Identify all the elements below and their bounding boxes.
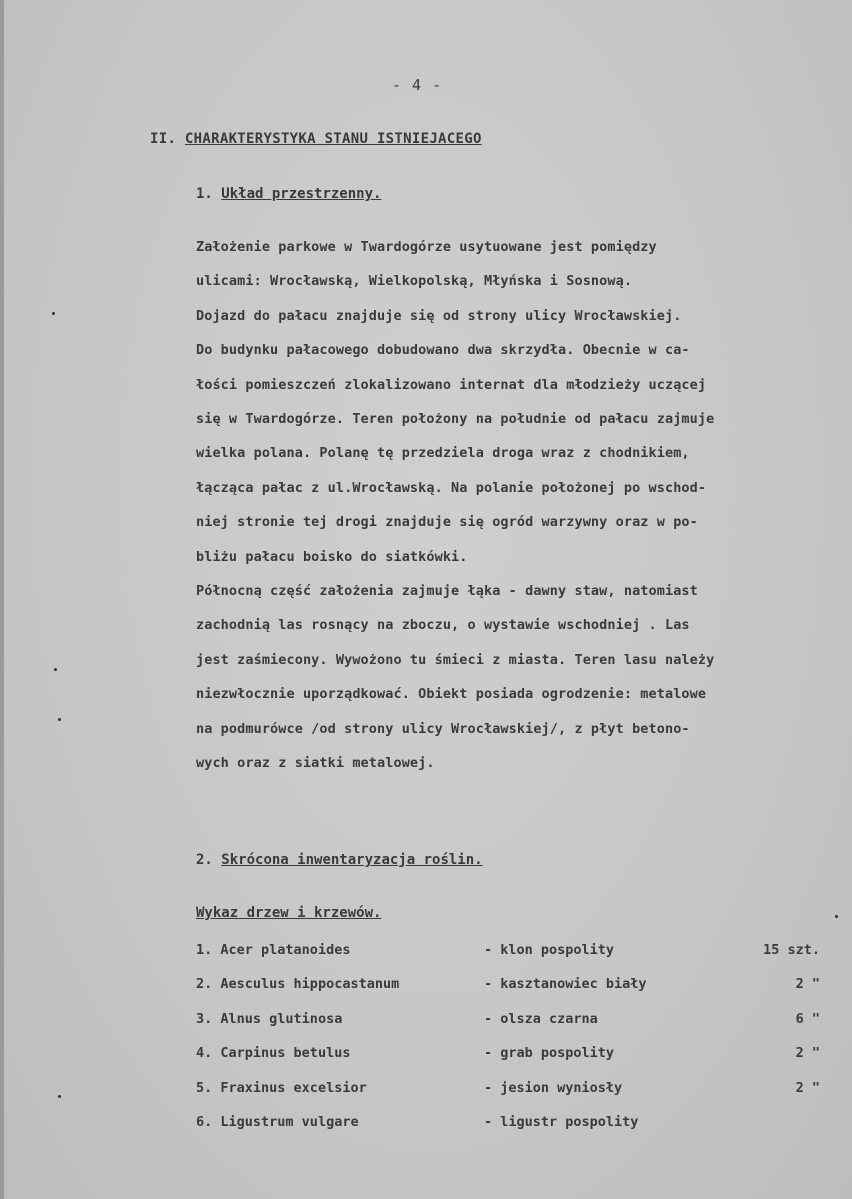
plant-quantity: 2 ": [795, 1045, 820, 1062]
plant-row: [196, 1114, 836, 1148]
plant-row: [196, 942, 836, 976]
plant-row: [196, 1080, 836, 1114]
plant-common-name: - grab pospolity: [484, 1045, 615, 1062]
subsection-1-number: 1.: [196, 186, 213, 202]
subsection-2-title: Skrócona inwentaryzacja roślin.: [221, 852, 483, 868]
plant-name: 5. Fraxinus excelsior: [196, 1079, 367, 1096]
plant-name: 3. Alnus glutinosa: [196, 1010, 343, 1027]
subsection-1-heading: [196, 186, 381, 202]
plant-common-name: - klon pospolity: [484, 942, 615, 958]
margin-speck: [54, 668, 57, 671]
margin-speck: [52, 312, 55, 315]
plant-common-name: - olsza czarna: [484, 1010, 598, 1027]
plant-row: [196, 976, 836, 1010]
plant-row: [196, 1045, 836, 1079]
section-title: CHARAKTERYSTYKA STANU ISTNIEJACEGO: [184, 131, 482, 147]
section-heading: [150, 131, 482, 147]
plant-name: 2. Aesculus hippocastanum: [196, 976, 400, 993]
plant-quantity: 6 ": [795, 1010, 820, 1027]
plant-common-name: - ligustr pospolity: [484, 1113, 639, 1130]
plant-list: [196, 942, 836, 1148]
list-title: Wykaz drzew i krzewów.: [196, 905, 382, 921]
plant-quantity: 2 ": [795, 1079, 820, 1096]
plant-quantity: 15 szt.: [763, 942, 820, 958]
subsection-2-number: 2.: [196, 852, 213, 868]
subsection-2-heading: [196, 852, 483, 868]
plant-name: 6. Ligustrum vulgare: [196, 1113, 359, 1130]
plant-quantity: 2 ": [795, 976, 820, 993]
section-number: II.: [150, 131, 177, 147]
body-paragraph: Założenie parkowe w Twardogórze usytuowane jest pomiędzy ulicami: Wrocławską, Wielkopolską, Młyńska i Sosnową. Dojazd do pałacu znajduje się od strony ulicy Wrocławskiej. Do budynku pałacowego dobudowano dwa skrzydła. Obecnie w ca- łości pomieszczeń zlokalizowano internat dla młodzieży uczącej się w Twardogórze. Teren położony na południe od pałacu zajmuje wielka polana. Polanę tę przedziela droga wraz z chodnikiem, łącząca pałac z ul.Wrocławską. Na polanie położonej po wschod- niej stronie tej drogi znajduje się ogród warzywny oraz w po- bliżu pałacu boisko do siatkówki. Północną część założenia zajmuje łąka - dawny staw, natomiast zachodnią las rosnący na zboczu, o wystawie wschodniej . Las jest zaśmiecony. Wywożono tu śmieci z miasta. Teren lasu należy niezwłocznie uporządkować. Obiekt posiada ogrodzenie: metalowe na podmurówce /od strony ulicy Wrocławskiej/, z płyt betono- wych oraz z siatki metalowej.: [196, 239, 715, 772]
page-number: - 4 -: [392, 76, 443, 94]
margin-speck: [835, 915, 838, 918]
subsection-1-title: Układ przestrzenny.: [221, 186, 382, 202]
plant-row: [196, 1011, 836, 1045]
plant-common-name: - kasztanowiec biały: [484, 976, 647, 993]
margin-speck: [58, 718, 61, 721]
plant-name: 4. Carpinus betulus: [196, 1045, 351, 1062]
page-edge: [0, 0, 4, 1199]
plant-name: 1. Acer platanoides: [196, 942, 351, 958]
plant-common-name: - jesion wyniosły: [484, 1079, 623, 1096]
margin-speck: [58, 1095, 61, 1098]
